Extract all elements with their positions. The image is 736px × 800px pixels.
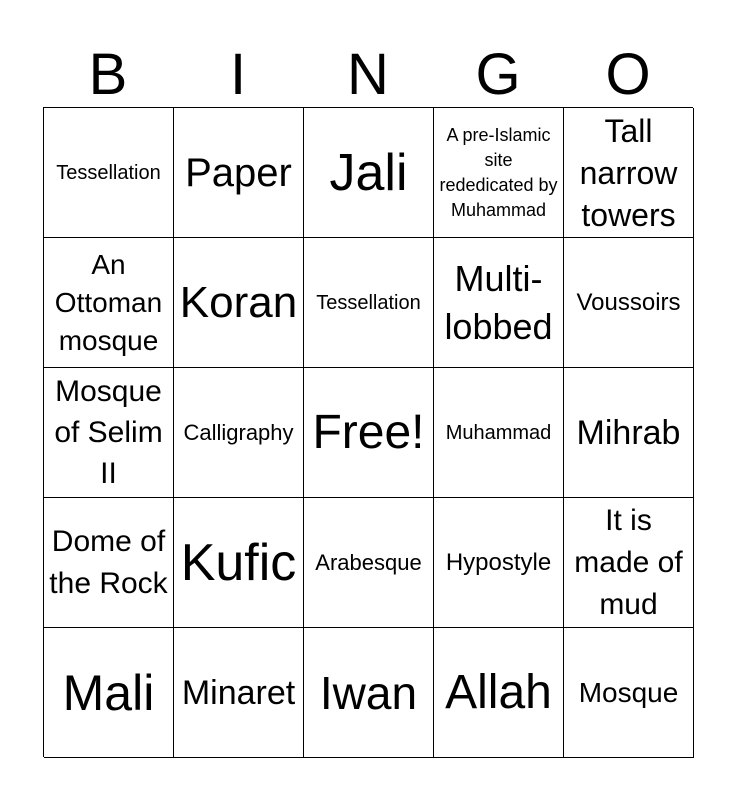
free-space-cell[interactable]	[304, 368, 434, 498]
bingo-cell[interactable]	[44, 108, 174, 238]
bingo-cell[interactable]	[564, 238, 694, 368]
bingo-cell[interactable]	[44, 498, 174, 628]
bingo-cell[interactable]	[174, 498, 304, 628]
bingo-cell[interactable]	[434, 498, 564, 628]
bingo-cell[interactable]	[304, 238, 434, 368]
header-letter-b: B	[88, 42, 128, 107]
bingo-header	[43, 40, 693, 110]
bingo-cell[interactable]	[564, 498, 694, 628]
header-letter-o: O	[605, 42, 651, 107]
header-letter-i: I	[229, 42, 247, 107]
bingo-cell[interactable]	[434, 368, 564, 498]
bingo-cell[interactable]	[174, 368, 304, 498]
header-letter-g: G	[475, 42, 521, 107]
bingo-cell[interactable]	[44, 238, 174, 368]
header-letter-n: N	[347, 42, 389, 107]
cell-text: Mali	[62, 664, 155, 721]
cell-text: Muhammad	[445, 421, 552, 444]
cell-text: Mosque of Selim II	[54, 375, 163, 490]
cell-text: Arabesque	[315, 549, 422, 575]
cell-text: Paper	[185, 150, 292, 195]
bingo-cell[interactable]	[564, 108, 694, 238]
cell-text: Voussoirs	[576, 288, 681, 316]
bingo-cell[interactable]	[434, 628, 564, 758]
cell-text: Tall narrow towers	[579, 112, 678, 233]
bingo-cell[interactable]	[44, 368, 174, 498]
cell-text: Free!	[312, 405, 425, 459]
bingo-cell[interactable]	[304, 498, 434, 628]
cell-text: Allah	[445, 665, 552, 719]
cell-text: Jali	[329, 143, 408, 202]
cell-text: Hypostyle	[445, 548, 552, 576]
bingo-cell[interactable]	[174, 108, 304, 238]
bingo-cell[interactable]	[174, 238, 304, 368]
cell-text: Multi-lobbed	[444, 257, 553, 347]
bingo-cell[interactable]	[304, 108, 434, 238]
cell-text: Kufic	[180, 533, 297, 592]
cell-text: An Ottoman mosque	[54, 248, 163, 356]
cell-text: Mihrab	[576, 413, 681, 452]
cell-text: Dome of the Rock	[49, 524, 168, 600]
cell-text: Tessellation	[316, 291, 421, 314]
bingo-cell[interactable]	[44, 628, 174, 758]
cell-text: A pre-Islamic site rededicated by Muhammad	[439, 124, 558, 220]
bingo-cell[interactable]	[564, 628, 694, 758]
bingo-cell[interactable]	[564, 368, 694, 498]
cell-text: Koran	[179, 277, 298, 327]
bingo-cell[interactable]	[434, 238, 564, 368]
cell-text: Mosque	[578, 676, 679, 708]
cell-text: Iwan	[319, 666, 418, 719]
bingo-cell[interactable]	[434, 108, 564, 238]
cell-text: Tessellation	[56, 161, 161, 184]
cell-text: Minaret	[181, 673, 296, 712]
bingo-cell[interactable]	[304, 628, 434, 758]
bingo-grid	[43, 107, 693, 757]
cell-text: It is made of mud	[574, 503, 683, 621]
cell-text: Calligraphy	[183, 419, 294, 445]
bingo-cell[interactable]	[174, 628, 304, 758]
